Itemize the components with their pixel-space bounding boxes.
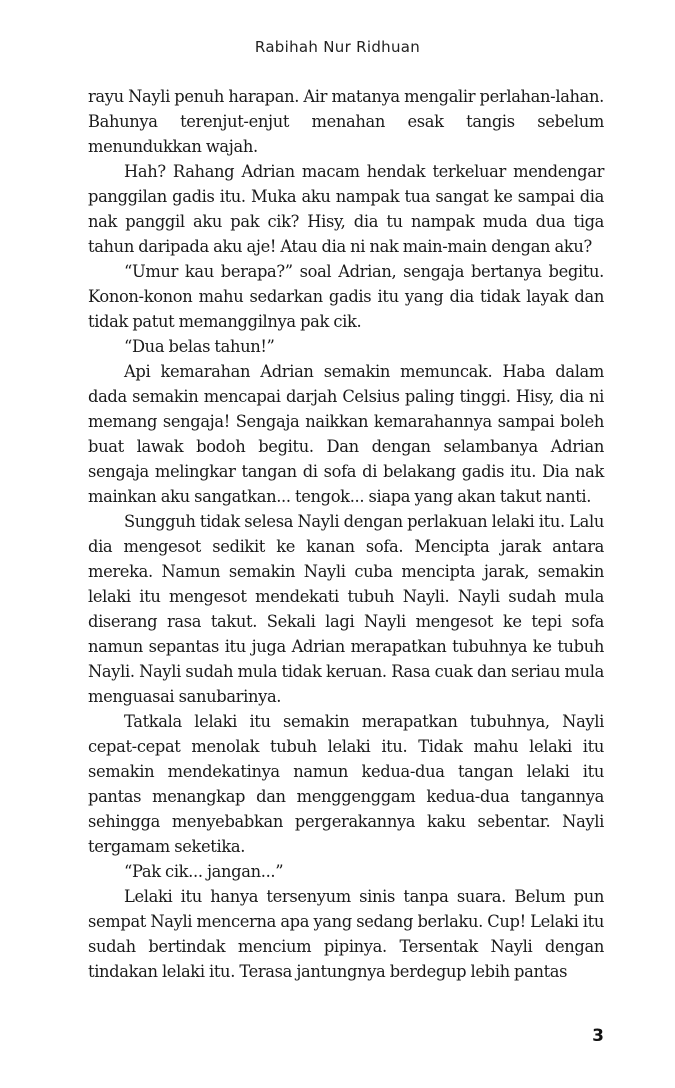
paragraph-dialogue: “Dua belas tahun!”	[124, 337, 275, 356]
paragraph: Api kemarahan Adrian semakin memuncak. Haba dalam dada semakin mencapai darjah Celsius paling tinggi. Hisy, dia ni memang sengaja! Sengaja naikkan kemarahannya sampai boleh buat lawak bodoh begitu. Dan dengan selambanya Adrian sengaja melingkar tangan di sofa di belakang gadis itu. Dia nak mainkan aku sangatkan... tengok... siapa yang akan takut nanti.	[88, 362, 604, 506]
running-head-author: Rabihah Nur Ridhuan	[254, 38, 421, 56]
paragraph: Tatkala lelaki itu semakin merapatkan tubuhnya, Nayli cepat-cepat menolak tubuh lelaki itu. Tidak mahu lelaki itu semakin mendekatinya namun kedua-dua tangan lelaki itu pantas menangkap dan menggenggam kedua-dua tangannya sehingga menyebabkan pergerakannya kaku sebentar. Nayli tergamam seketika.	[88, 712, 604, 856]
paragraph-dialogue: “Pak cik... jangan...”	[124, 862, 284, 881]
body-text	[88, 84, 604, 984]
paragraph-continued: rayu Nayli penuh harapan. Air matanya mengalir perlahan-lahan. Bahunya terenjut-enjut menahan esak tangis sebelum menundukkan wajah.	[88, 87, 604, 156]
page-number: 3	[592, 1026, 604, 1046]
paragraph: Sungguh tidak selesa Nayli dengan perlakuan lelaki itu. Lalu dia mengesot sedikit ke kanan sofa. Mencipta jarak antara mereka. Namun semakin Nayli cuba mencipta jarak, semakin lelaki itu mengesot mendekati tubuh Nayli. Nayli sudah mula diserang rasa takut. Sekali lagi Nayli mengesot ke tepi sofa namun sepantas itu juga Adrian merapatkan tubuhnya ke tubuh Nayli. Nayli sudah mula tidak keruan. Rasa cuak dan seriau mula menguasai sanubarinya.	[88, 512, 604, 706]
paragraph: Hah? Rahang Adrian macam hendak terkeluar mendengar panggilan gadis itu. Muka aku nampak tua sangat ke sampai dia nak panggil aku pak cik? Hisy, dia tu nampak muda dua tiga tahun daripada aku aje! Atau dia ni nak main-main dengan aku?	[88, 162, 604, 256]
paragraph: Lelaki itu hanya tersenyum sinis tanpa suara. Belum pun sempat Nayli mencerna apa yang sedang berlaku. Cup! Lelaki itu sudah bertindak mencium pipinya. Tersentak Nayli dengan tindakan lelaki itu. Terasa jantungnya berdegup lebih pantas	[88, 887, 604, 981]
paragraph: “Umur kau berapa?” soal Adrian, sengaja bertanya begitu. Konon-konon mahu sedarkan gadis itu yang dia tidak layak dan tidak patut memanggilnya pak cik.	[88, 262, 604, 331]
